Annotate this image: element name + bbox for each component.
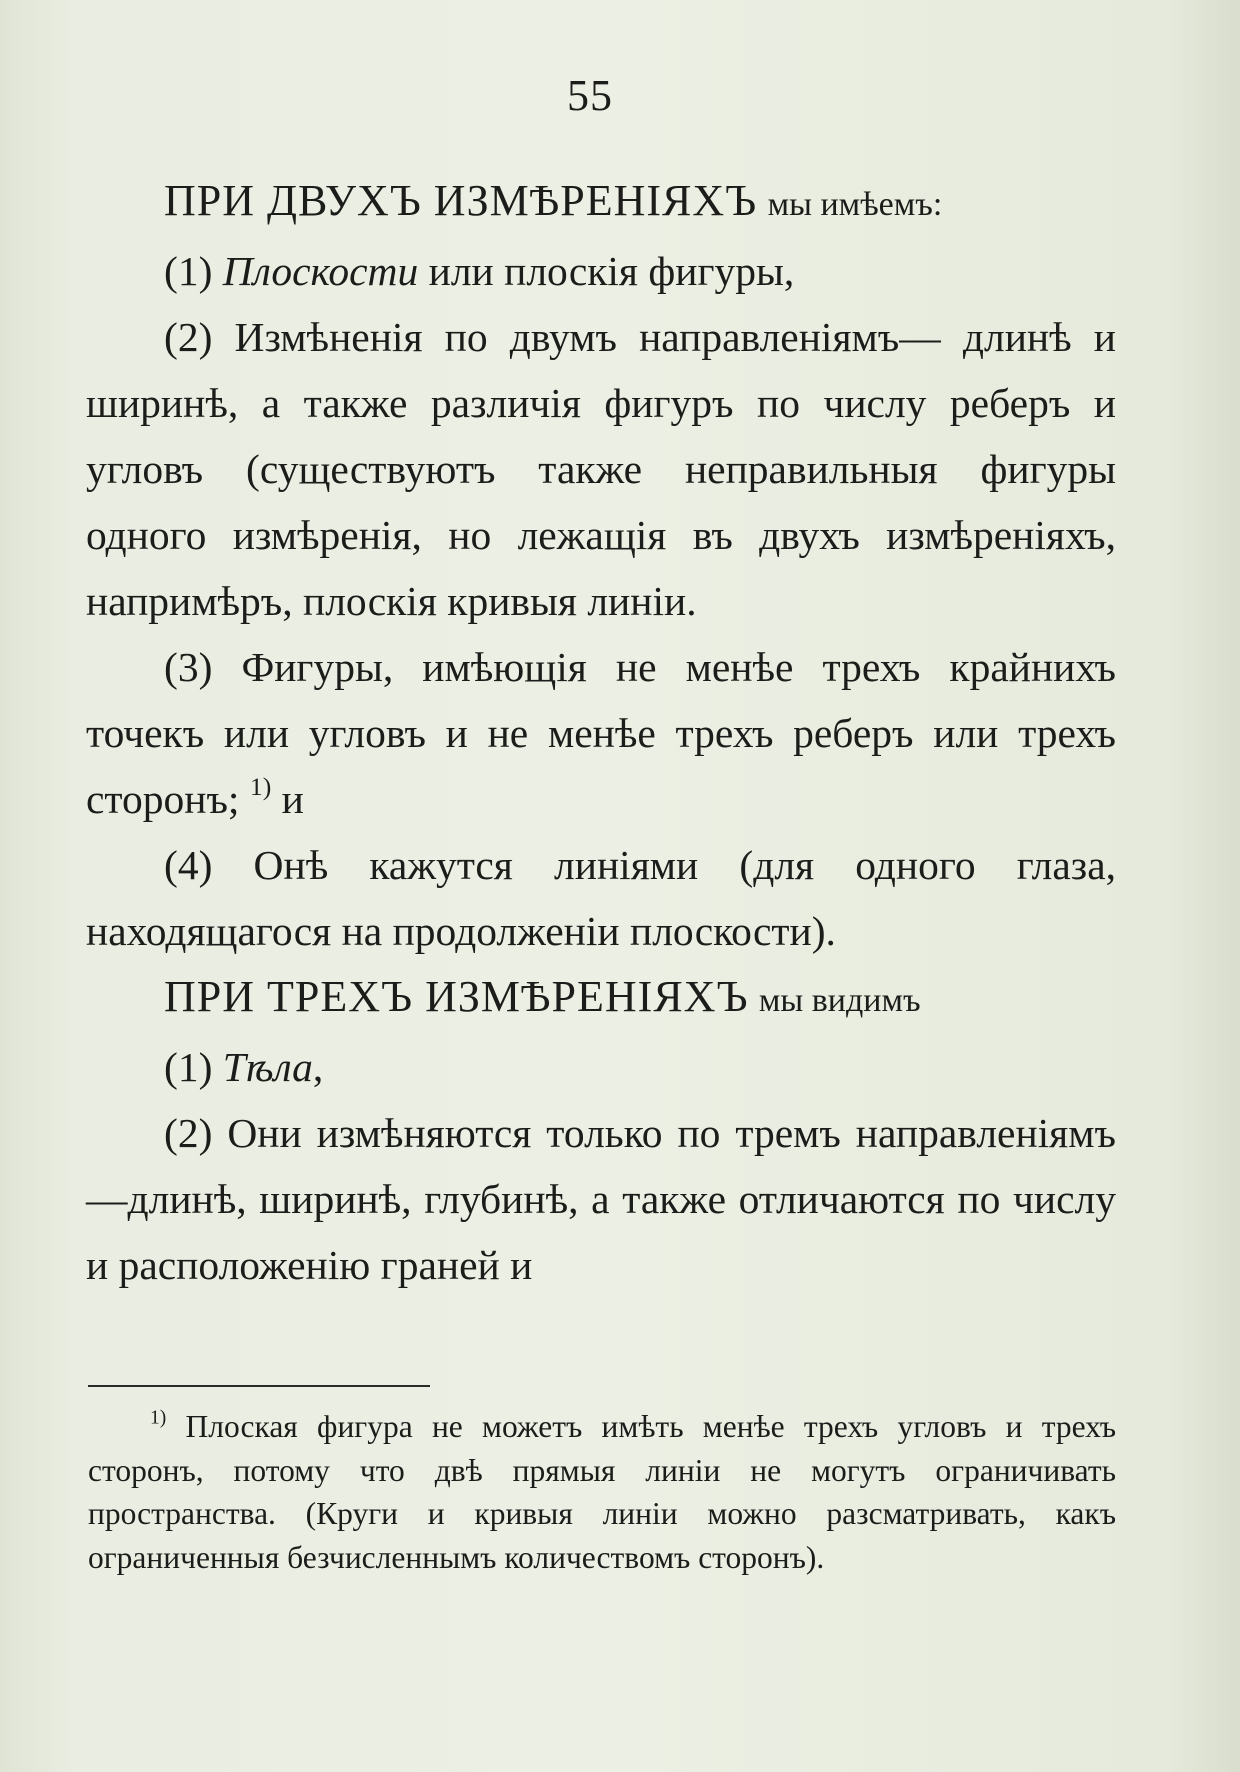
section-three-heading: ПРИ ТРЕХЪ ИЗМѢРЕНІЯХЪ	[164, 972, 749, 1021]
section-three-item-1-rest: ,	[312, 1044, 324, 1090]
footnote-text: Плоская фигура не можетъ имѣть менѣе трехъ угловъ и трехъ сторонъ, потому что двѣ прямыя линіи не могутъ ограничивать пространства. (Круги и кривыя линіи можно разсматривать, какъ ограниченныя безчисленнымъ количествомъ сторонъ).	[88, 1409, 1117, 1575]
footnote	[88, 1405, 1116, 1579]
section-two-item-3-tail: и	[281, 776, 304, 822]
section-two-item-4: (4) Онѣ кажутся линіями (для одного глаза, находящагося на продолженіи плоскости).	[86, 842, 1116, 954]
section-three-item-1-term: Тѣла	[222, 1044, 313, 1090]
page-number: 55	[567, 71, 613, 120]
footnote-mark: 1)	[150, 1407, 167, 1429]
section-two-item-1-rest: или плоскія фигуры,	[428, 248, 795, 294]
section-three-heading-paragraph	[86, 964, 1116, 1034]
section-two-heading-tail: мы имѣемъ:	[767, 186, 943, 223]
footnote-paragraph	[88, 1405, 1116, 1579]
section-two-heading-paragraph	[86, 168, 1116, 238]
section-two-item-3	[86, 634, 1116, 832]
section-three-item-2: (2) Они измѣняются только по тремъ направленіямъ—длинѣ, ширинѣ, глубинѣ, а также отличаются по числу и расположенію граней и	[86, 1110, 1116, 1288]
main-text	[86, 168, 1116, 1298]
section-two-item-2: (2) Измѣненія по двумъ направленіямъ— длинѣ и ширинѣ, а также различія фигуръ по числу реберъ и угловъ (существуютъ также неправильныя фигуры одного измѣренія, но лежащія въ двухъ измѣреніяхъ, напримѣръ, плоскія кривыя линіи.	[86, 314, 1116, 624]
footnote-divider	[88, 1385, 430, 1387]
section-two-heading: ПРИ ДВУХЪ ИЗМѢРЕНІЯХЪ	[164, 176, 758, 225]
section-two-item-1-number: (1)	[164, 248, 213, 294]
footnote-reference[interactable]: 1)	[249, 772, 272, 801]
section-two-item-1-term: Плоскости	[222, 248, 419, 294]
section-two-item-1	[86, 238, 1116, 304]
section-three-item-1-number: (1)	[164, 1044, 213, 1090]
section-three-heading-tail: мы видимъ	[758, 982, 921, 1019]
section-three-item-1	[86, 1034, 1116, 1100]
section-two-item-3-text: (3) Фигуры, имѣющія не менѣе трехъ крайнихъ точекъ или угловъ и не менѣе трехъ реберъ или трехъ сторонъ;	[86, 644, 1116, 822]
